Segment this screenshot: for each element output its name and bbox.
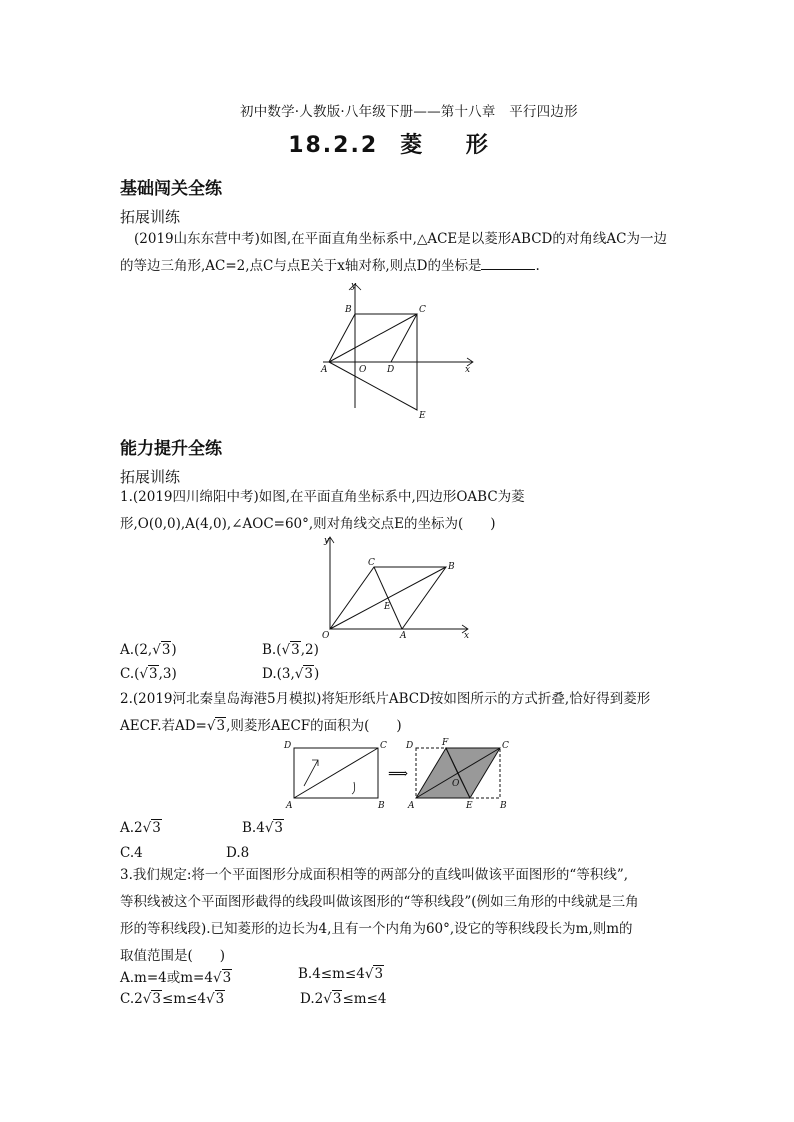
fig2-label-e: E bbox=[384, 602, 391, 612]
q1-option-d-pre: (3, bbox=[276, 666, 295, 682]
section-heading-advanced: 能力提升全练 bbox=[120, 439, 222, 459]
q1-option-b-post: ,2) bbox=[300, 642, 319, 658]
fig2-label-b: B bbox=[448, 562, 455, 572]
answer-blank[interactable] bbox=[481, 257, 535, 270]
fig2-label-c: C bbox=[368, 558, 375, 568]
q1-option-c-post: ,3) bbox=[158, 666, 177, 682]
fig3-label-d: D bbox=[284, 741, 292, 751]
q1-line2: 形,O(0,0),A(4,0),∠AOC=60°,则对角线交点E的坐标为( ) bbox=[120, 516, 496, 532]
q3-option-b-pre: B.4≤m≤4 bbox=[298, 966, 365, 982]
problem-1-line2 bbox=[120, 253, 680, 280]
q1-option-d[interactable] bbox=[262, 666, 319, 682]
q3-option-d-pre: D.2 bbox=[300, 991, 324, 1007]
fig3-fold-arrow-2 bbox=[352, 782, 355, 794]
fig3-label-a: A bbox=[286, 801, 293, 810]
fig3-label-b2: B bbox=[500, 801, 507, 810]
figure-rhombus-oabc bbox=[318, 535, 478, 640]
section-heading-basic: 基础闯关全练 bbox=[120, 179, 222, 199]
q2-line1: 2.(2019河北秦皇岛海港5月模拟)将矩形纸片ABCD按如图所示的方式折叠,恰好得到菱形 bbox=[120, 691, 651, 707]
sqrt-icon: √3 bbox=[323, 991, 342, 1007]
figure-folding bbox=[282, 738, 522, 810]
fig3-label-e: E bbox=[466, 801, 473, 810]
sqrt-icon: √3 bbox=[364, 966, 384, 982]
fig3-transform-arrow: ⟹ bbox=[388, 766, 409, 782]
q1-option-b-pre: ( bbox=[276, 642, 282, 658]
fig3-label-b: B bbox=[378, 801, 385, 810]
q3-option-b[interactable] bbox=[298, 966, 384, 982]
problem-1-text bbox=[120, 226, 680, 280]
fig3-fold-arrow-1 bbox=[304, 760, 318, 786]
q3-line3: 形的等积线段).已知菱形的边长为4,且有一个内角为60°,设它的等积线段长为m,则m的 bbox=[120, 921, 633, 937]
q1-option-c[interactable] bbox=[120, 666, 177, 682]
question-1-text bbox=[120, 484, 680, 538]
q1-option-a[interactable] bbox=[120, 642, 177, 658]
fig1-label-y: y bbox=[351, 282, 357, 291]
page-title bbox=[0, 128, 794, 159]
q1-option-a-post: ) bbox=[171, 642, 177, 658]
q3-option-c[interactable] bbox=[120, 991, 225, 1007]
q2-option-b[interactable] bbox=[242, 820, 284, 836]
q1-option-d-label: D. bbox=[262, 666, 277, 682]
q2-line2-pre: AECF.若AD= bbox=[120, 718, 207, 734]
q1-option-a-label: A. bbox=[120, 642, 135, 658]
fig1-label-c: C bbox=[419, 305, 426, 315]
fig1-label-x: x bbox=[465, 365, 471, 375]
sqrt-icon: √3 bbox=[152, 642, 171, 658]
q1-option-c-pre: ( bbox=[134, 666, 140, 682]
question-3-text bbox=[120, 862, 680, 970]
q2-option-a-label: A.2 bbox=[120, 820, 143, 836]
fig1-label-o: O bbox=[359, 365, 367, 375]
q1-option-b[interactable] bbox=[262, 642, 319, 658]
q3-line1: 3.我们规定:将一个平面图形分成面积相等的两部分的直线叫做该平面图形的“等积线”, bbox=[120, 867, 629, 883]
problem-1-end: . bbox=[535, 258, 540, 274]
q3-option-a[interactable] bbox=[120, 966, 232, 986]
fig3-label-d2: D bbox=[406, 741, 414, 751]
sqrt-icon: √3 bbox=[205, 991, 225, 1007]
q2-option-d[interactable]: D.8 bbox=[226, 845, 250, 861]
fig1-label-b: B bbox=[345, 305, 352, 315]
title-number: 18.2.2 bbox=[288, 133, 379, 158]
fig3-diagonal bbox=[294, 748, 378, 798]
sqrt-icon: √3 bbox=[264, 820, 284, 836]
fig2-label-y: y bbox=[324, 536, 330, 546]
q3-line4: 取值范围是( ) bbox=[120, 948, 226, 964]
fig2-label-a: A bbox=[400, 631, 407, 640]
fig2-label-x: x bbox=[464, 631, 470, 640]
fig3-label-f: F bbox=[442, 738, 449, 748]
q3-option-d-post: ≤m≤4 bbox=[342, 991, 387, 1007]
q3-option-c-mid: ≤m≤4 bbox=[161, 991, 206, 1007]
sqrt-icon: √3 bbox=[281, 642, 300, 658]
fig1-label-d: D bbox=[387, 365, 395, 375]
q2-option-a[interactable] bbox=[120, 820, 162, 836]
sqrt-icon: √3 bbox=[139, 666, 158, 682]
fig2-diagonal-ac bbox=[374, 567, 402, 629]
q2-line2-post: ,则菱形AECF的面积为( ) bbox=[226, 718, 402, 734]
q3-option-a-pre: A.m=4或m=4 bbox=[120, 970, 213, 986]
q3-line2: 等积线被这个平面图形截得的线段叫做该图形的“等积线段”(例如三角形的中线就是三角 bbox=[120, 894, 639, 910]
q1-line1: 1.(2019四川绵阳中考)如图,在平面直角坐标系中,四边形OABC为菱 bbox=[120, 489, 525, 505]
fig3-label-c: C bbox=[380, 741, 387, 751]
fig3-label-a2: A bbox=[408, 801, 415, 810]
sqrt-icon: √3 bbox=[142, 991, 161, 1007]
problem-1-line2-text: 的等边三角形,AC=2,点C与点E关于x轴对称,则点D的坐标是 bbox=[120, 258, 482, 274]
q3-option-c-pre: C.2 bbox=[120, 991, 143, 1007]
q1-option-b-label: B. bbox=[262, 642, 277, 658]
q2-option-b-label: B.4 bbox=[242, 820, 265, 836]
sqrt-icon: √3 bbox=[206, 718, 226, 734]
problem-1-line1: (2019山东东营中考)如图,在平面直角坐标系中,△ACE是以菱形ABCD的对角线AC为一边 bbox=[134, 231, 667, 247]
figure-rhombus-triangle bbox=[315, 282, 475, 422]
q1-option-d-post: ) bbox=[314, 666, 320, 682]
q1-option-a-pre: (2, bbox=[134, 642, 153, 658]
sqrt-icon: √3 bbox=[212, 970, 232, 986]
subheading-extension-2: 拓展训练 bbox=[120, 468, 181, 486]
sqrt-icon: √3 bbox=[294, 666, 313, 682]
q1-option-c-label: C. bbox=[120, 666, 135, 682]
subheading-extension: 拓展训练 bbox=[120, 208, 181, 226]
title-name: 菱 形 bbox=[400, 133, 506, 158]
fig1-label-e: E bbox=[419, 411, 426, 421]
sqrt-icon: √3 bbox=[142, 820, 161, 836]
q3-option-d[interactable] bbox=[300, 991, 386, 1007]
fig3-label-c2: C bbox=[502, 741, 509, 751]
q2-line2 bbox=[120, 713, 680, 740]
q2-option-c[interactable]: C.4 bbox=[120, 845, 143, 861]
question-2-text bbox=[120, 686, 680, 740]
fig1-label-a: A bbox=[321, 365, 328, 375]
page-header: 初中数学·人教版·八年级下册——第十八章 平行四边形 bbox=[240, 104, 578, 120]
fig2-label-o: O bbox=[322, 631, 330, 640]
fig3-label-o: O bbox=[452, 779, 460, 789]
